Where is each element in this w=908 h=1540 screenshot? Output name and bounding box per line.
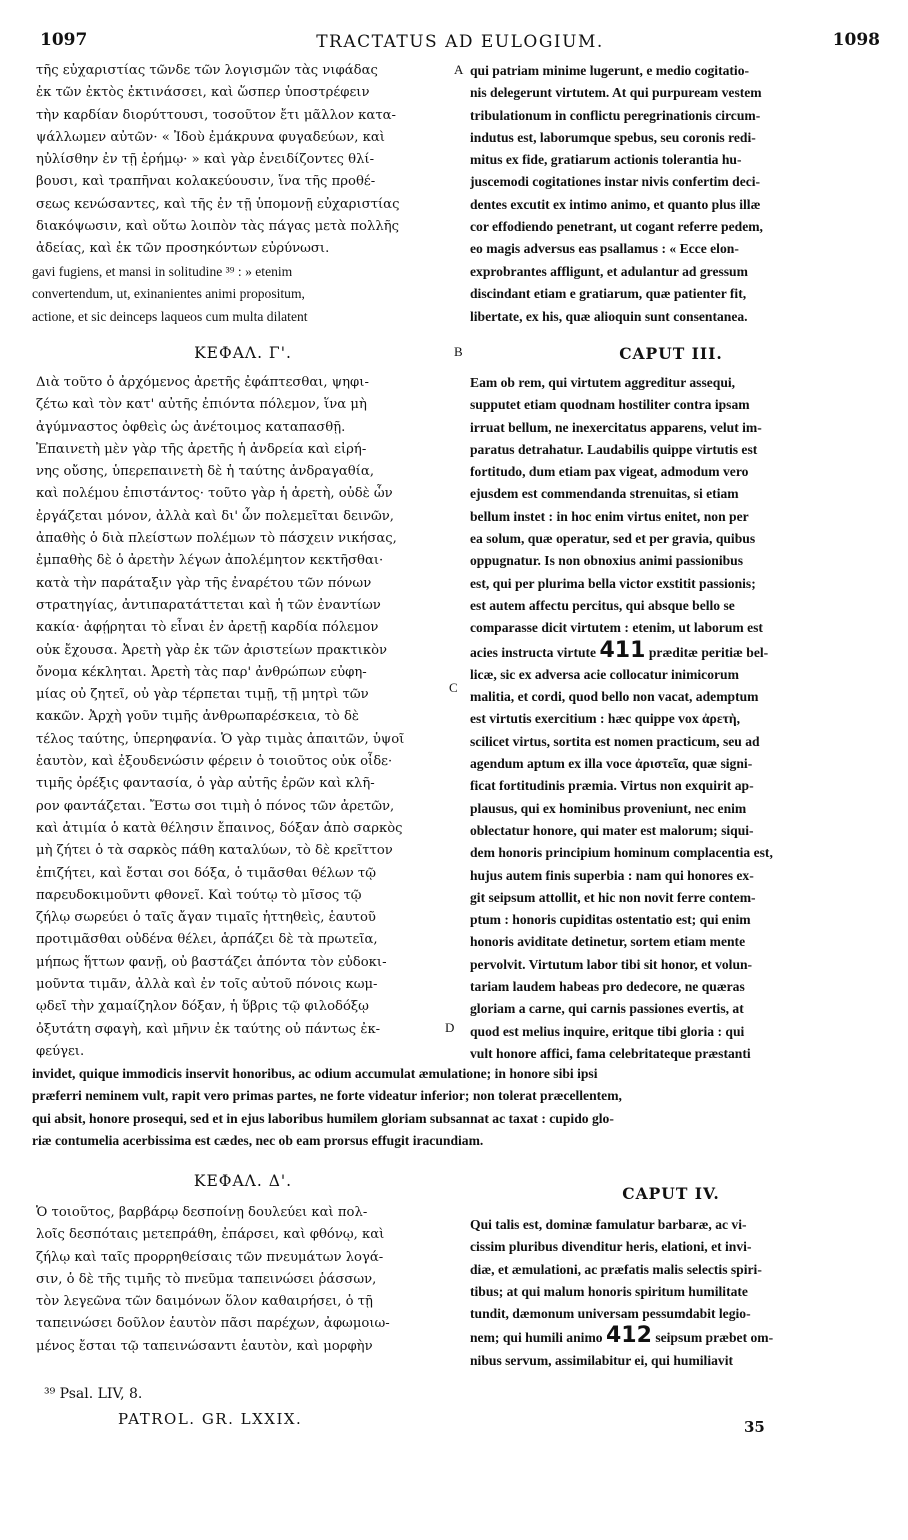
latin-line: dem honoris principium hominum complacentia est,: [470, 845, 773, 861]
column-number-412: 412: [605, 1325, 652, 1349]
latin-line: ea solum, quæ operatur, sed et per gravia, quibus: [470, 531, 756, 547]
latin-full-right: [470, 261, 872, 328]
greek-line: σεως κενώσαντες, καὶ τῆς ἐν τῇ ὑπομονῇ εὐχαριστίας: [36, 196, 400, 212]
latin-line: qui patriam minime lugerunt, e medio cogitatio-: [470, 63, 750, 78]
latin-line: gavi fugiens, et mansi in solitudine ³⁹ : » etenim: [32, 264, 293, 279]
greek-line: κακῶν. Ἀρχὴ γοῦν τιμῆς ἀνθρωπαρέσκεια, τὸ δὲ: [36, 709, 359, 725]
latin-line: tribulationum in conflictu peregrinationis circum-: [470, 107, 761, 123]
latin-line: fortitudo, dum etiam pax vigeat, admodum vero: [470, 464, 749, 480]
latin-line: bellum instet : in hoc enim virtus enitet, non per: [470, 508, 749, 524]
greek-line: ζήλῳ καὶ ταῖς προρρηθείσαις τῶν πνευμάτων λογά-: [36, 1249, 384, 1265]
greek-line: ἑαυτὸν, καὶ ἐξουδενώσιν φέρειν ὁ τοιοῦτος οὐκ οἶδε·: [36, 754, 393, 770]
greek-line: κακία· ἀφῄρηται τὸ εἶναι ἐν ἀρετῇ καρδία πόλεμον: [36, 620, 379, 636]
greek-line: τέλος ταύτης, ὑπερηφανία. Ὁ γὰρ τιμὰς ἀπαιτῶν, ὑψοῖ: [36, 731, 405, 747]
chapter-4-latin-column: [470, 1214, 872, 1372]
chapter-3-greek-column: [36, 372, 450, 1063]
greek-line: μὴ ζήτει ὁ τὰ σαρκὸς πάθη καταλύων, τὸ δὲ κρεῖττον: [36, 843, 393, 859]
greek-line: λοῖς δεσπόταις μετεπράθη, ἐπάρσει, καὶ φθόνῳ, καὶ: [36, 1227, 385, 1243]
latin-line: paratus detrahatur. Laudabilis quippe virtutis est: [470, 441, 758, 457]
chapter-3-latin-heading: CAPUT III.: [619, 344, 723, 363]
latin-line: indutus est, laborumque spebus, seu coronis redi-: [470, 129, 756, 145]
latin-text: præditæ peritiæ bel-: [648, 644, 769, 660]
latin-line: comparasse dicit virtutem : etenim, ut laborum est: [470, 620, 763, 636]
latin-line-with-column-number: [470, 1325, 872, 1349]
latin-line: eo magis adversus eas psallamus : « Ecce elon-: [470, 241, 739, 257]
greek-column-top: [36, 60, 450, 261]
latin-line: juscemodi cogitationes instar nivis confertim deci-: [470, 174, 761, 190]
latin-line: est, qui per plurima bella victor exstitit passionis;: [470, 575, 756, 591]
latin-line: qui absit, honore prosequi, sed et in ejus laboribus humilem gloriam subsannat ac taxat : cupido glo-: [32, 1110, 614, 1126]
latin-line: Eam ob rem, qui virtutem aggreditur assequi,: [470, 375, 736, 390]
greek-line: ὀξυτάτη σφαγὴ, καὶ μῆνιν ἐκ ταύτης οὐ πάντως ἐκ-: [36, 1021, 381, 1037]
greek-line: μοῦντα τιμᾶν, ἀλλὰ καὶ ἐν τοῖς αὐτοῦ πόνοις κωμ-: [36, 977, 378, 993]
chapter-4-greek-heading: ΚΕΦΑΛ. Δ'.: [193, 1172, 293, 1190]
latin-line: licæ, sic ex adversa acie collocatur inimicorum: [470, 666, 739, 682]
latin-line: malitia, et cordi, quod bello non vacat, ademptum: [470, 689, 759, 705]
latin-line: git seipsum attollit, et hic non novit ferre contem-: [470, 889, 756, 905]
greek-line: ρον φαντάζεται. Ἔστω σοι τιμὴ ὁ πόνος τῶν ἀρετῶν,: [36, 798, 395, 814]
latin-full-left: [32, 261, 452, 328]
greek-line: ῳδεῖ τὴν χαμαίζηλον δόξαν, ἡ ὕβρις τῷ φιλοδόξῳ: [36, 999, 369, 1015]
latin-line: nis delegerunt virtutem. At qui purpuream vestem: [470, 85, 762, 101]
latin-line: ficat fortitudinis præmia. Virtus non exquirit ap-: [470, 778, 754, 794]
greek-line: νης οὔσης, ὑπερεπαινετὴ δὲ ἡ ταύτης ἀνδραγαθία,: [36, 464, 375, 480]
latin-line: plausus, qui ex hominibus proveniunt, nec enim: [470, 800, 747, 816]
greek-line: βουσι, καὶ τραπῆναι κολακεύουσιν, ἵνα τῆς προθέ-: [36, 174, 376, 190]
greek-line: παρευδοκιμοῦντι φθονεῖ. Καὶ τούτῳ τὸ μῖσος τῷ: [36, 887, 362, 903]
greek-line: ζήλῳ σωρεύει ὁ ταῖς ἄγαν τιμαῖς ἡττηθεὶς, ἑαυτοῦ: [36, 910, 376, 926]
latin-line: est autem affectu percitus, qui absque bello se: [470, 597, 735, 613]
greek-line: σιν, ὁ δὲ τῆς τιμῆς τὸ πνεῦμα ταπεινώσει ῥάσσων,: [36, 1271, 377, 1287]
greek-line: Ἐπαινετὴ μὲν γὰρ τῆς ἀρετῆς ἡ ἀνδρεία καὶ εἰρή-: [36, 441, 367, 457]
latin-line: convertendum, ut, exinanientes animi propositum,: [32, 286, 305, 302]
greek-line: μένος ἔσται τῷ ταπεινώσαντι ἑαυτὸν, καὶ μορφὴν: [36, 1338, 373, 1354]
latin-line: cissim pluribus divenditur heris, elationi, et invi-: [470, 1239, 752, 1255]
latin-line: agendum aptum ex illa voce ἀριστεῖα, quæ signi-: [470, 756, 753, 772]
page-header: [40, 30, 880, 56]
greek-line: ἐπιζήτει, καὶ ἔσται σοι δόξα, ὁ τιμᾶσθαι θέλων τῷ: [36, 865, 376, 881]
latin-line: riæ contumelia acerbissima est cædes, nec ob eam prorsus effugit iracundiam.: [32, 1132, 484, 1148]
greek-line: τιμῆς ὀρέξις φαντασία, ὁ γὰρ αὐτῆς ἐρῶν καὶ κλῆ-: [36, 776, 375, 792]
chapter-4-greek-column: [36, 1202, 450, 1358]
chapter-4-latin-heading: CAPUT IV.: [622, 1184, 720, 1203]
greek-line: ἐργάζεται μόνον, ἀλλὰ καὶ δι' ὧν πολεμεῖται δεινῶν,: [36, 508, 395, 524]
latin-line: tibus; at qui malum honoris spiritum humilitate: [470, 1283, 748, 1299]
latin-line: ejusdem est commendanda strenuitas, si etiam: [470, 486, 739, 502]
left-page-number: 1097: [40, 30, 88, 50]
greek-line: τὴν καρδίαν διορύττουσι, τοσοῦτον ἔτι μᾶλλον κατα-: [36, 107, 396, 123]
footer-page-number: 35: [744, 1418, 765, 1436]
greek-line: Διὰ τοῦτο ὁ ἀρχόμενος ἀρετῆς ἐφάπτεσθαι, ψηφι-: [36, 375, 369, 390]
margin-marker-d: D: [445, 1020, 455, 1035]
greek-line: κατὰ τὴν παράταξιν γὰρ τῆς ἐναρέτου τῶν πόνων: [36, 575, 372, 591]
latin-line: vult honore affici, fama celebritateque præstanti: [470, 1045, 751, 1061]
greek-line: καὶ πολέμου ἐπιστάντος· τοῦτο γὰρ ἡ ἀρετὴ, οὐδὲ ὧν: [36, 486, 393, 502]
latin-line: invidet, quique immodicis inservit honoribus, ac odium accumulat æmulatione; in honore sibi ipsi: [32, 1066, 598, 1081]
greek-line: μίας οὐ ζητεῖ, οὐ γὰρ τέρπεται τιμῇ, τῇ μητρὶ τῶν: [36, 687, 369, 703]
greek-line: Ὁ τοιοῦτος, βαρβάρῳ δεσποίνῃ δουλεύει καὶ πολ-: [36, 1205, 368, 1220]
greek-line: μήπως ἥττων φανῇ, οὐ βαστάζει ἀπόντα τὸν εὐδοκι-: [36, 954, 387, 970]
latin-line: ptum : honoris cupiditas ostentatio est; qui enim: [470, 912, 751, 928]
latin-line: cor effodiendo penetrant, ut cogant referre pedem,: [470, 219, 763, 235]
greek-line: οὐκ ἔχουσα. Ἀρετὴ γὰρ ἐκ τῶν ἀριστείων πρακτικὸν: [36, 642, 388, 658]
chapter-3-greek-heading: ΚΕΦΑΛ. Γ'.: [194, 344, 292, 362]
latin-line: supputet etiam quodnam hostiliter contra ipsam: [470, 397, 750, 413]
footnote: ³⁹ Psal. LIV, 8.: [44, 1386, 143, 1402]
latin-line-with-column-number: [470, 640, 872, 664]
latin-line: est virtutis exercitium : hæc quippe vox ἀρετὴ,: [470, 711, 741, 727]
latin-line: Qui talis est, dominæ famulatur barbaræ, ac vi-: [470, 1217, 747, 1232]
margin-marker-a: A: [454, 62, 464, 77]
greek-line: ἀδείας, καὶ ἐκ τῶν προσηκόντων εὐρύνωσι.: [36, 241, 330, 257]
latin-line: honoris aviditate detinetur, sortem etiam mente: [470, 934, 746, 950]
latin-line: oblectatur honore, qui mater est malorum; siqui-: [470, 822, 754, 838]
margin-marker-c: C: [449, 680, 458, 695]
latin-line: nibus servum, assimilabitur ei, qui humiliavit: [470, 1352, 733, 1368]
latin-line: scilicet virtus, sortita est nomen practicum, seu ad: [470, 733, 760, 749]
running-title: TRACTATUS AD EULOGIUM.: [316, 32, 604, 52]
greek-line: καὶ ἀτιμία ὁ κατὰ θέλησιν ἔπαινος, δόξαν ἀπὸ σαρκὸς: [36, 820, 403, 836]
latin-line: discindant etiam e gratiarum, quæ patienter fit,: [470, 286, 747, 302]
greek-line: στρατηγίας, ἀντιπαρατάττεται καὶ ἡ τῶν ἐναντίων: [36, 597, 381, 613]
latin-text: nem; qui humili animo: [470, 1330, 603, 1346]
latin-text: acies instructa virtute: [470, 644, 597, 660]
latin-line: hujus autem finis superbia : nam qui honores ex-: [470, 867, 754, 883]
right-page-number: 1098: [832, 30, 880, 50]
column-number-411: 411: [599, 639, 646, 663]
latin-text: seipsum præbet om-: [655, 1330, 774, 1346]
latin-line: tundit, dæmonum universam pessumdabit legio-: [470, 1306, 751, 1322]
greek-line: ταπεινώσει δοῦλον ἑαυτὸν πᾶσι παρέχων, ἀφωμοιω-: [36, 1316, 390, 1332]
greek-line: τὸν λεγεῶνα τῶν δαιμόνων ὅλον καθαιρήσει, ὁ τῇ: [36, 1294, 373, 1310]
greek-line: διακόψωσιν, καὶ οὕτω λοιπὸν τὰς πάγας μετὰ πολλῆς: [36, 219, 399, 235]
latin-line: oppugnatur. Is non obnoxius animi passionibus: [470, 553, 744, 569]
latin-line: actione, et sic deinceps laqueos cum multa dilatent: [32, 308, 308, 324]
greek-line: ψάλλωμεν αὐτῶν· « Ἰδοὺ ἐμάκρυνα φυγαδεύων, καὶ: [36, 129, 385, 145]
latin-line: gloriam a carne, qui carnis passiones evertis, at: [470, 1001, 744, 1017]
chapter-3-latin-column: [470, 372, 872, 1065]
latin-line: tariam laudem habeas pro dedecore, ne quæras: [470, 979, 745, 995]
greek-line: ηὐλίσθην ἐν τῇ ἐρήμῳ· » καὶ γὰρ ἐνειδίζοντες θλί-: [36, 152, 375, 168]
greek-line: ἀπαθὴς ὁ διὰ πλείστων πολέμων τὸ πάσχειν νικήσας,: [36, 531, 397, 547]
latin-line: mitus ex fide, gratiarum actionis tolerantia hu-: [470, 152, 742, 168]
greek-line: ἐκ τῶν ἐκτὸς ἐκτινάσσει, καὶ ὥσπερ ὑποστρέφειν: [36, 85, 370, 101]
greek-line: προτιμᾶσθαι οὐδένα θέλει, ἁρπάζει δὲ τὰ πρωτεῖα,: [36, 932, 378, 948]
greek-line: φεύγει.: [36, 1043, 85, 1059]
latin-line: libertate, ex his, quæ alioquin sunt consentanea.: [470, 308, 748, 324]
latin-line: exprobrantes affligunt, et adulantur ad gressum: [470, 264, 748, 279]
greek-line: ζέτω καὶ τὸν κατ' αὐτῆς ἐπιόντα πόλεμον, ἵνα μὴ: [36, 397, 367, 413]
latin-line: dentes excutit ex intimo animo, et quanto plus illæ: [470, 196, 761, 212]
greek-line: τῆς εὐχαριστίας τῶνδε τῶν λογισμῶν τὰς νιφάδας: [36, 63, 378, 78]
margin-marker-b: B: [454, 344, 463, 359]
greek-line: ὄνομα κέκληται. Ἀρετὴ τὰς παρ' ἀνθρώπων εὐφη-: [36, 664, 367, 680]
latin-line: diæ, et æmulationi, ac præfatis malis selectis spiri-: [470, 1261, 762, 1277]
latin-column-top: [470, 60, 872, 261]
latin-line: præferri neminem vult, rapit vero primas partes, ne forte videatur inferior; non tolerat præcellentem,: [32, 1088, 622, 1104]
latin-full-width-continuation: [32, 1063, 874, 1152]
latin-line: pervolvit. Virtutum labor tibi sit honor, et volun-: [470, 956, 753, 972]
greek-line: ἐμπαθὴς δὲ ὁ ἀρετὴν λέγων ἀπολέμητον κεκτῆσθαι·: [36, 553, 384, 569]
signature-mark: PATROL. GR. LXXIX.: [118, 1410, 303, 1428]
greek-line: ἀγύμναστος ὀφθεὶς ὡς ἀνέτοιμος καταπασθῇ.: [36, 419, 346, 435]
latin-line: irruat bellum, ne inexercitatus apparens, velut im-: [470, 419, 762, 435]
latin-line: quod est melius inquire, eritque tibi gloria : qui: [470, 1023, 745, 1039]
